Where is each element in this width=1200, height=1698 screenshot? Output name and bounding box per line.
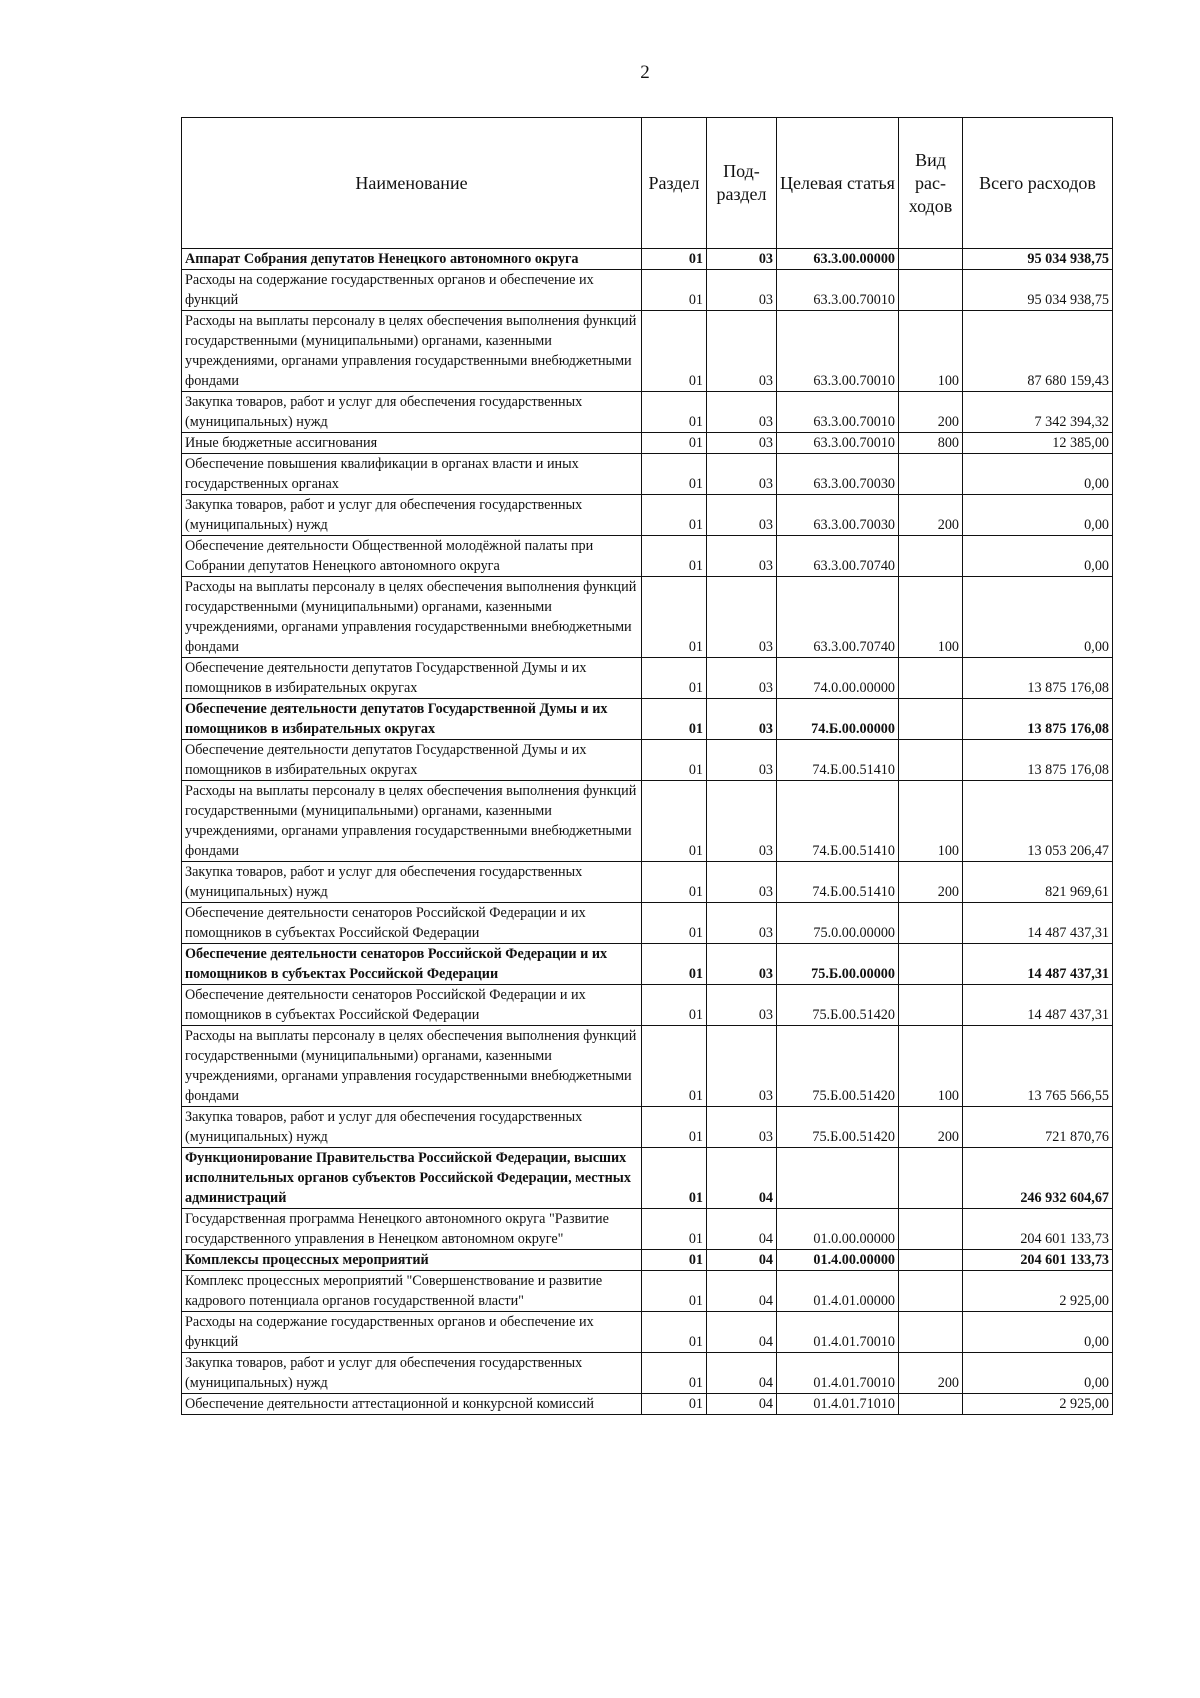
header-name: Наименование — [182, 118, 642, 249]
cell-kind — [899, 903, 963, 944]
cell-kind — [899, 536, 963, 577]
table-row — [182, 985, 1113, 1026]
cell-total: 0,00 — [963, 495, 1113, 536]
cell-target: 63.3.00.70030 — [777, 454, 899, 495]
cell-target: 74.Б.00.51410 — [777, 862, 899, 903]
cell-kind — [899, 249, 963, 270]
cell-name: Закупка товаров, работ и услуг для обеспечения государственных (муниципальных) нужд — [182, 862, 642, 903]
table-row — [182, 249, 1113, 270]
cell-name: Обеспечение деятельности аттестационной и конкурсной комиссий — [182, 1394, 642, 1415]
cell-name: Аппарат Собрания депутатов Ненецкого автономного округа — [182, 249, 642, 270]
table-header — [182, 118, 1113, 249]
cell-section: 01 — [642, 1148, 707, 1209]
cell-subsection: 03 — [707, 577, 777, 658]
table-row — [182, 311, 1113, 392]
cell-total: 95 034 938,75 — [963, 270, 1113, 311]
table-row — [182, 1312, 1113, 1353]
cell-section: 01 — [642, 944, 707, 985]
cell-subsection: 03 — [707, 781, 777, 862]
cell-name: Закупка товаров, работ и услуг для обеспечения государственных (муниципальных) нужд — [182, 495, 642, 536]
cell-kind — [899, 270, 963, 311]
cell-name: Закупка товаров, работ и услуг для обеспечения государственных (муниципальных) нужд — [182, 1107, 642, 1148]
cell-subsection: 03 — [707, 249, 777, 270]
cell-subsection: 03 — [707, 985, 777, 1026]
cell-section: 01 — [642, 536, 707, 577]
cell-total: 14 487 437,31 — [963, 944, 1113, 985]
cell-kind: 200 — [899, 1107, 963, 1148]
cell-section: 01 — [642, 862, 707, 903]
cell-total: 2 925,00 — [963, 1271, 1113, 1312]
cell-total: 0,00 — [963, 577, 1113, 658]
cell-section: 01 — [642, 1312, 707, 1353]
cell-subsection: 04 — [707, 1250, 777, 1271]
cell-name: Обеспечение деятельности Общественной молодёжной палаты при Собрании депутатов Ненецкого автономного округа — [182, 536, 642, 577]
table-row — [182, 1026, 1113, 1107]
cell-name: Расходы на содержание государственных органов и обеспечение их функций — [182, 1312, 642, 1353]
cell-kind — [899, 454, 963, 495]
cell-kind — [899, 1312, 963, 1353]
table-row — [182, 495, 1113, 536]
cell-total: 12 385,00 — [963, 433, 1113, 454]
cell-subsection: 03 — [707, 311, 777, 392]
cell-target: 75.Б.00.51420 — [777, 985, 899, 1026]
cell-target: 75.Б.00.51420 — [777, 1107, 899, 1148]
cell-target: 63.3.00.70740 — [777, 577, 899, 658]
table-body — [182, 249, 1113, 1415]
cell-section: 01 — [642, 1107, 707, 1148]
cell-subsection: 04 — [707, 1209, 777, 1250]
cell-total: 821 969,61 — [963, 862, 1113, 903]
cell-section: 01 — [642, 1209, 707, 1250]
cell-target — [777, 1148, 899, 1209]
cell-name: Комплекс процессных мероприятий "Совершенствование и развитие кадрового потенциала органов государственной власти" — [182, 1271, 642, 1312]
page-number: 2 — [640, 62, 650, 83]
cell-total: 2 925,00 — [963, 1394, 1113, 1415]
cell-total: 14 487 437,31 — [963, 985, 1113, 1026]
cell-subsection: 03 — [707, 433, 777, 454]
cell-total: 87 680 159,43 — [963, 311, 1113, 392]
cell-kind: 200 — [899, 1353, 963, 1394]
cell-total: 0,00 — [963, 1353, 1113, 1394]
cell-target: 01.4.01.70010 — [777, 1353, 899, 1394]
header-section: Раздел — [642, 118, 707, 249]
cell-name: Обеспечение деятельности депутатов Государственной Думы и их помощников в избирательных округах — [182, 658, 642, 699]
cell-subsection: 03 — [707, 658, 777, 699]
cell-section: 01 — [642, 985, 707, 1026]
cell-target: 74.0.00.00000 — [777, 658, 899, 699]
header-kind: Вид рас-ходов — [899, 118, 963, 249]
table-row — [182, 433, 1113, 454]
cell-name: Закупка товаров, работ и услуг для обеспечения государственных (муниципальных) нужд — [182, 1353, 642, 1394]
cell-name: Иные бюджетные ассигнования — [182, 433, 642, 454]
table-row — [182, 944, 1113, 985]
cell-total: 204 601 133,73 — [963, 1250, 1113, 1271]
cell-total: 0,00 — [963, 1312, 1113, 1353]
cell-name: Обеспечение повышения квалификации в органах власти и иных государственных органах — [182, 454, 642, 495]
cell-subsection: 03 — [707, 454, 777, 495]
header-total: Всего расходов — [963, 118, 1113, 249]
cell-total: 95 034 938,75 — [963, 249, 1113, 270]
table-row — [182, 903, 1113, 944]
cell-name: Расходы на выплаты персоналу в целях обеспечения выполнения функций государственными (муниципальными) органами, казенными учреждениями, органами управления государственными внебюджетными фондами — [182, 1026, 642, 1107]
cell-section: 01 — [642, 311, 707, 392]
cell-target: 01.0.00.00000 — [777, 1209, 899, 1250]
cell-subsection: 03 — [707, 903, 777, 944]
cell-name: Функционирование Правительства Российской Федерации, высших исполнительных органов субъектов Российской Федерации, местных администраций — [182, 1148, 642, 1209]
cell-total: 7 342 394,32 — [963, 392, 1113, 433]
cell-total: 13 765 566,55 — [963, 1026, 1113, 1107]
cell-total: 13 053 206,47 — [963, 781, 1113, 862]
cell-subsection: 03 — [707, 495, 777, 536]
table-row — [182, 1353, 1113, 1394]
cell-section: 01 — [642, 577, 707, 658]
cell-kind — [899, 985, 963, 1026]
cell-name: Расходы на выплаты персоналу в целях обеспечения выполнения функций государственными (муниципальными) органами, казенными учреждениями, органами управления государственными внебюджетными фондами — [182, 577, 642, 658]
cell-kind: 800 — [899, 433, 963, 454]
cell-kind — [899, 1271, 963, 1312]
cell-total: 246 932 604,67 — [963, 1148, 1113, 1209]
cell-section: 01 — [642, 781, 707, 862]
cell-kind: 200 — [899, 495, 963, 536]
cell-subsection: 03 — [707, 392, 777, 433]
table-row — [182, 781, 1113, 862]
cell-kind: 100 — [899, 577, 963, 658]
cell-kind — [899, 1394, 963, 1415]
table-row — [182, 1394, 1113, 1415]
cell-kind — [899, 1148, 963, 1209]
cell-section: 01 — [642, 699, 707, 740]
cell-subsection: 03 — [707, 699, 777, 740]
budget-table — [181, 117, 1113, 1415]
cell-kind: 200 — [899, 392, 963, 433]
cell-total: 13 875 176,08 — [963, 658, 1113, 699]
cell-kind — [899, 740, 963, 781]
cell-section: 01 — [642, 270, 707, 311]
table-row — [182, 740, 1113, 781]
table-row — [182, 1271, 1113, 1312]
cell-total: 13 875 176,08 — [963, 699, 1113, 740]
table-row — [182, 862, 1113, 903]
table-row — [182, 1250, 1113, 1271]
cell-name: Государственная программа Ненецкого автономного округа "Развитие государственного управления в Ненецком автономном округе" — [182, 1209, 642, 1250]
cell-total: 0,00 — [963, 454, 1113, 495]
cell-subsection: 04 — [707, 1353, 777, 1394]
header-subsection: Под-раздел — [707, 118, 777, 249]
cell-kind — [899, 699, 963, 740]
cell-kind: 100 — [899, 1026, 963, 1107]
cell-target: 75.Б.00.00000 — [777, 944, 899, 985]
cell-target: 01.4.01.00000 — [777, 1271, 899, 1312]
cell-name: Обеспечение деятельности сенаторов Российской Федерации и их помощников в субъектах Российской Федерации — [182, 944, 642, 985]
cell-kind — [899, 944, 963, 985]
cell-target: 74.Б.00.51410 — [777, 740, 899, 781]
cell-subsection: 04 — [707, 1148, 777, 1209]
cell-name: Расходы на выплаты персоналу в целях обеспечения выполнения функций государственными (муниципальными) органами, казенными учреждениями, органами управления государственными внебюджетными фондами — [182, 781, 642, 862]
cell-section: 01 — [642, 433, 707, 454]
cell-name: Обеспечение деятельности депутатов Государственной Думы и их помощников в избирательных округах — [182, 740, 642, 781]
cell-target: 01.4.01.70010 — [777, 1312, 899, 1353]
table-row — [182, 658, 1113, 699]
cell-subsection: 03 — [707, 862, 777, 903]
cell-subsection: 03 — [707, 536, 777, 577]
cell-subsection: 03 — [707, 270, 777, 311]
cell-subsection: 04 — [707, 1312, 777, 1353]
cell-target: 63.3.00.70740 — [777, 536, 899, 577]
cell-target: 74.Б.00.00000 — [777, 699, 899, 740]
cell-name: Комплексы процессных мероприятий — [182, 1250, 642, 1271]
cell-total: 13 875 176,08 — [963, 740, 1113, 781]
cell-name: Расходы на содержание государственных органов и обеспечение их функций — [182, 270, 642, 311]
cell-target: 75.0.00.00000 — [777, 903, 899, 944]
cell-section: 01 — [642, 658, 707, 699]
cell-section: 01 — [642, 1353, 707, 1394]
cell-section: 01 — [642, 740, 707, 781]
cell-target: 63.3.00.00000 — [777, 249, 899, 270]
cell-name: Обеспечение деятельности сенаторов Российской Федерации и их помощников в субъектах Российской Федерации — [182, 903, 642, 944]
cell-total: 0,00 — [963, 536, 1113, 577]
cell-section: 01 — [642, 1271, 707, 1312]
cell-target: 01.4.00.00000 — [777, 1250, 899, 1271]
table-row — [182, 1107, 1113, 1148]
cell-kind: 100 — [899, 311, 963, 392]
table-row — [182, 577, 1113, 658]
cell-kind — [899, 1209, 963, 1250]
cell-target: 63.3.00.70010 — [777, 392, 899, 433]
cell-subsection: 03 — [707, 1107, 777, 1148]
cell-section: 01 — [642, 1026, 707, 1107]
table-row — [182, 392, 1113, 433]
cell-section: 01 — [642, 1394, 707, 1415]
cell-target: 75.Б.00.51420 — [777, 1026, 899, 1107]
cell-subsection: 04 — [707, 1271, 777, 1312]
cell-subsection: 04 — [707, 1394, 777, 1415]
cell-subsection: 03 — [707, 944, 777, 985]
cell-total: 14 487 437,31 — [963, 903, 1113, 944]
cell-total: 721 870,76 — [963, 1107, 1113, 1148]
table-row — [182, 1209, 1113, 1250]
cell-total: 204 601 133,73 — [963, 1209, 1113, 1250]
cell-target: 63.3.00.70010 — [777, 270, 899, 311]
cell-section: 01 — [642, 454, 707, 495]
cell-subsection: 03 — [707, 740, 777, 781]
table-row — [182, 1148, 1113, 1209]
cell-section: 01 — [642, 495, 707, 536]
cell-target: 63.3.00.70010 — [777, 433, 899, 454]
cell-section: 01 — [642, 249, 707, 270]
cell-name: Обеспечение деятельности депутатов Государственной Думы и их помощников в избирательных округах — [182, 699, 642, 740]
cell-target: 01.4.01.71010 — [777, 1394, 899, 1415]
table-row — [182, 454, 1113, 495]
cell-name: Расходы на выплаты персоналу в целях обеспечения выполнения функций государственными (муниципальными) органами, казенными учреждениями, органами управления государственными внебюджетными фондами — [182, 311, 642, 392]
cell-section: 01 — [642, 1250, 707, 1271]
cell-name: Обеспечение деятельности сенаторов Российской Федерации и их помощников в субъектах Российской Федерации — [182, 985, 642, 1026]
cell-subsection: 03 — [707, 1026, 777, 1107]
cell-kind: 200 — [899, 862, 963, 903]
cell-name: Закупка товаров, работ и услуг для обеспечения государственных (муниципальных) нужд — [182, 392, 642, 433]
table-row — [182, 699, 1113, 740]
cell-target: 74.Б.00.51410 — [777, 781, 899, 862]
table-row — [182, 270, 1113, 311]
header-target: Целевая статья — [777, 118, 899, 249]
cell-kind — [899, 658, 963, 699]
cell-section: 01 — [642, 903, 707, 944]
cell-kind: 100 — [899, 781, 963, 862]
cell-target: 63.3.00.70010 — [777, 311, 899, 392]
table-row — [182, 536, 1113, 577]
cell-kind — [899, 1250, 963, 1271]
cell-target: 63.3.00.70030 — [777, 495, 899, 536]
cell-section: 01 — [642, 392, 707, 433]
